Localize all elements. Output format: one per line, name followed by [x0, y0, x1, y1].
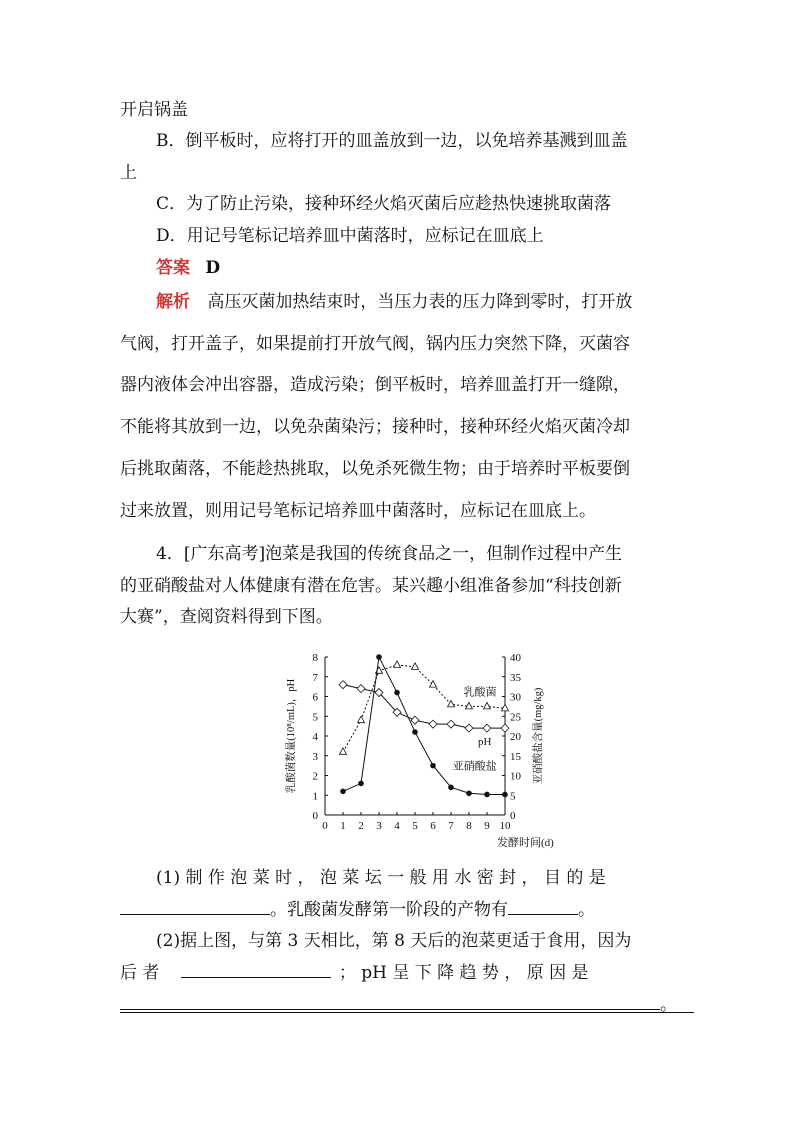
y-left-tick-label: 1: [312, 790, 318, 803]
analysis-text-4: 不能将其放到一边，以免杂菌染污；接种时，接种环经火焰灭菌冷却: [120, 417, 630, 437]
option-d: D．用记号笔标记培养皿中菌落时，应标记在皿底上: [156, 226, 544, 246]
x-tick-label: 5: [412, 820, 418, 832]
y-left-tick-label: 8: [312, 652, 318, 664]
point-dot: [358, 781, 364, 787]
x-tick-label: 0: [322, 820, 328, 832]
answer-blank-2[interactable]: [508, 898, 578, 915]
point-dot: [394, 690, 400, 696]
question-4-line-1: 4．[广东高考]泡菜是我国的传统食品之一，但制作过程中产生: [156, 544, 623, 564]
point-dot: [466, 790, 472, 796]
y-left-tick-label: 0: [312, 810, 318, 822]
x-tick-label: 8: [466, 820, 472, 832]
question-4-line-3: 大赛”，查阅资料得到下图。: [120, 607, 333, 627]
sub-question-2-end: 。: [660, 995, 677, 1015]
y-left-tick-label: 5: [312, 711, 318, 724]
point-dot: [412, 729, 418, 735]
point-diamond: [465, 724, 473, 732]
answer-value: D: [205, 258, 221, 278]
y-right-tick-label: 40: [510, 652, 521, 664]
fermentation-chart: [280, 645, 565, 850]
point-dot: [502, 792, 508, 798]
x-tick-label: 9: [484, 820, 490, 832]
x-tick-label: 10: [499, 820, 511, 832]
point-diamond: [339, 681, 347, 689]
point-diamond: [501, 724, 509, 732]
analysis-text-3: 器内液体会冲出容器，造成污染；倒平板时，培养皿盖打开一缝隙，: [120, 375, 630, 395]
y-right-tick-label: 35: [510, 671, 521, 684]
sub-question-2-line-1: (2)据上图，与第 3 天相比，第 8 天后的泡菜更适于食用，因为: [156, 931, 632, 951]
point-triangle: [412, 663, 419, 670]
point-triangle: [340, 748, 347, 755]
x-tick-label: 4: [394, 820, 400, 832]
y-right-tick-label: 15: [510, 750, 521, 763]
y-right-axis-title: 亚硝酸盐含量(mg/kg): [533, 687, 544, 785]
sub-question-2-start: 后 者: [120, 963, 160, 983]
sub-question-1-line-2: [120, 898, 595, 920]
series-label: pH: [478, 735, 492, 748]
y-left-tick-label: 6: [312, 691, 318, 704]
sub-question-2-line-2: [120, 961, 589, 983]
point-dot: [448, 785, 454, 791]
y-left-tick-label: 4: [312, 731, 318, 743]
x-tick-label: 7: [448, 820, 454, 832]
y-right-tick-label: 10: [510, 770, 521, 783]
answer-blank-4[interactable]: [120, 993, 660, 1010]
point-diamond: [447, 720, 455, 728]
analysis-text-6: 过来放置，则用记号笔标记培养皿中菌落时，应标记在皿底上。: [120, 501, 596, 521]
option-b-continuation: 上: [120, 163, 137, 183]
y-left-tick-label: 3: [312, 750, 318, 763]
point-diamond: [483, 724, 491, 732]
answer-label: 答案: [156, 258, 190, 278]
analysis-text-2: 气阀，打开盖子，如果提前打开放气阀，锅内压力突然下降，灭菌容: [120, 334, 630, 354]
option-a-continuation: 开启锅盖: [120, 100, 188, 120]
x-tick-label: 6: [430, 820, 436, 832]
point-diamond: [411, 716, 419, 724]
point-triangle: [394, 661, 401, 668]
x-axis-title: 发酵时间(d): [497, 837, 554, 849]
analysis-text-1: 高压灭菌加热结束时，当压力表的压力降到零时，打开放: [207, 292, 633, 312]
point-dot: [340, 789, 346, 795]
sub-question-1-end: 。: [578, 900, 595, 920]
answer-line: [156, 258, 220, 278]
y-right-tick-label: 30: [510, 691, 521, 704]
sub-question-1-line-1: (1) 制 作 泡 菜 时 ， 泡 菜 坛 一 般 用 水 密 封 ， 目 的 是: [156, 868, 606, 888]
question-4-line-2: 的亚硝酸盐对人体健康有潜在危害。某兴趣小组准备参加“科技创新: [120, 576, 622, 596]
answer-blank-3[interactable]: [181, 961, 331, 978]
page-rule: [120, 1012, 694, 1013]
point-triangle: [358, 716, 365, 723]
point-dot: [430, 763, 436, 769]
point-diamond: [357, 685, 365, 693]
y-left-tick-label: 2: [312, 770, 318, 783]
x-tick-label: 3: [376, 820, 382, 832]
analysis-line-1: [156, 292, 632, 312]
y-right-tick-label: 20: [510, 731, 521, 743]
x-tick-label: 2: [358, 820, 364, 832]
series-line-dot: [343, 657, 505, 794]
y-left-tick-label: 7: [312, 671, 318, 684]
x-tick-label: 1: [340, 820, 346, 832]
y-left-axis-title: 乳酸菌数量(10⁸/mL)，pH: [286, 678, 297, 794]
analysis-label: 解析: [156, 292, 190, 312]
point-dot: [484, 792, 490, 798]
point-dot: [376, 654, 382, 660]
y-right-tick-label: 25: [510, 711, 521, 724]
sub-question-2-mid-text: ； pH 呈 下 降 趋 势 ， 原 因 是: [338, 963, 589, 983]
series-label: 亚硝酸盐: [452, 760, 497, 773]
point-diamond: [429, 720, 437, 728]
analysis-text-5: 后挑取菌落，不能趁热挑取，以免杀死微生物；由于培养时平板要倒: [120, 459, 630, 479]
y-right-tick-label: 0: [510, 810, 516, 822]
sub-question-1-mid-text: 。乳酸菌发酵第一阶段的产物有: [270, 900, 508, 920]
point-triangle: [484, 702, 491, 709]
series-label: 乳酸菌: [463, 686, 497, 699]
point-triangle: [448, 700, 455, 707]
point-triangle: [430, 681, 437, 688]
option-b: B．倒平板时，应将打开的皿盖放到一边，以免培养基溅到皿盖: [156, 131, 628, 151]
option-c: C．为了防止污染，接种环经火焰灭菌后应趁热快速挑取菌落: [156, 194, 612, 214]
answer-blank-1[interactable]: [120, 898, 270, 915]
y-right-tick-label: 5: [510, 790, 516, 803]
